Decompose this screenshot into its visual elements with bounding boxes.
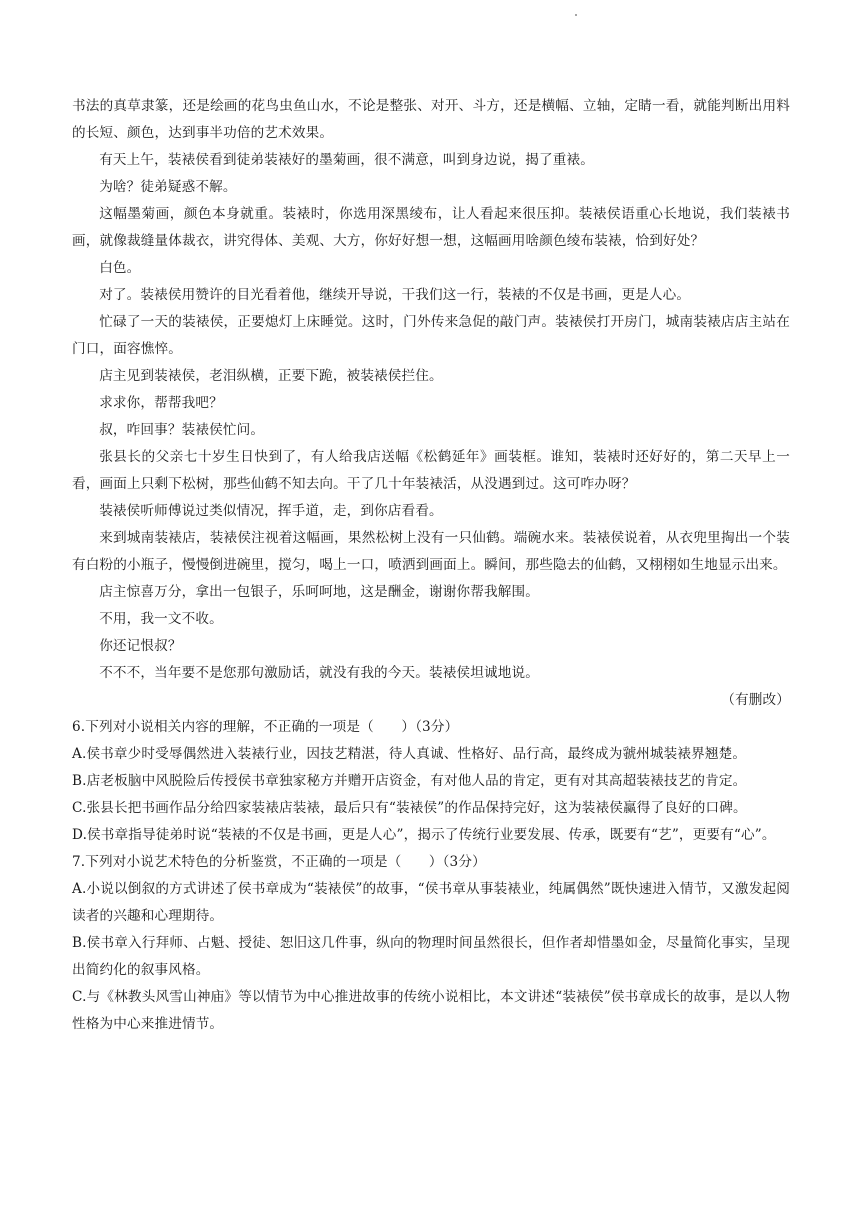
question-7-option-b: B.侯书章入行拜师、占魁、授徒、恕旧这几件事，纵向的物理时间虽然很长，但作者却惜墨如金，尽量简化事实，呈现出简约化的叙事风格。 — [72, 935, 790, 978]
document-body — [72, 93, 790, 1038]
story-paragraph: 求求你，帮帮我吧？ — [99, 395, 223, 411]
story-paragraph: 来到城南装裱店，装裱侯注视着这幅画，果然松树上没有一只仙鹤。端碗水来。装裱侯说着，从衣兜里掏出一个装有白粉的小瓶子，慢慢倒进碗里，搅匀，喝上一口，喷洒到画面上。瞬间，那些隐去的仙鹤，又栩栩如生地显示出来。 — [72, 530, 790, 573]
story-paragraph: 书法的真草隶篆，还是绘画的花鸟虫鱼山水，不论是整张、对开、斗方，还是横幅、立轴，定睛一看，就能判断出用料的长短、颜色，达到事半功倍的艺术效果。 — [72, 98, 790, 141]
question-7-stem: 7.下列对小说艺术特色的分析鉴赏，不正确的一项是（ ）（3分） — [72, 854, 486, 870]
story-paragraph: 不用，我一文不收。 — [99, 611, 223, 627]
story-paragraph: 有天上午，装裱侯看到徒弟装裱好的墨菊画，很不满意，叫到身边说，揭了重裱。 — [99, 152, 594, 168]
story-paragraph: 张县长的父亲七十岁生日快到了，有人给我店送幅《松鹤延年》画装框。谁知，装裱时还好好的，第二天早上一看，画面上只剩下松树，那些仙鹤不知去向。干了几十年装裱活，从没遇到过。这可咋办呀？ — [72, 449, 790, 492]
question-6-stem: 6.下列对小说相关内容的理解，不正确的一项是（ ）（3分） — [72, 719, 459, 735]
story-paragraph: 为啥？徒弟疑惑不解。 — [99, 179, 237, 195]
story-paragraph: 装裱侯听师傅说过类似情况，挥手道，走，到你店看看。 — [99, 503, 443, 519]
story-paragraph: 这幅墨菊画，颜色本身就重。装裱时，你选用深黑绫布，让人看起来很压抑。装裱侯语重心长地说，我们装裱书画，就像裁缝量体裁衣，讲究得体、美观、大方，你好好想一想，这幅画用啥颜色绫布装裱，恰到好处？ — [72, 206, 790, 249]
story-paragraph: 店主见到装裱侯，老泪纵横，正要下跪，被装裱侯拦住。 — [99, 368, 443, 384]
story-paragraph: 白色。 — [99, 260, 141, 276]
story-paragraph: 对了。装裱侯用赞许的目光看着他，继续开导说，干我们这一行，装裱的不仅是书画，更是人心。 — [99, 287, 691, 303]
page-dot — [575, 14, 577, 16]
story-paragraph: 你还记恨叔？ — [99, 638, 182, 654]
question-7-option-c: C.与《林教头风雪山神庙》等以情节为中心推进故事的传统小说相比，本文讲述“装裱侯”侯书章成长的故事，是以人物性格为中心来推进情节。 — [72, 989, 790, 1032]
question-6-option-b: B.店老板脑中风脱险后传授侯书章独家秘方并赠开店资金，有对他人品的肯定，更有对其高超装裱技艺的肯定。 — [72, 773, 747, 789]
story-paragraph: 不不不，当年要不是您那句激励话，就没有我的今天。装裱侯坦诚地说。 — [99, 665, 539, 681]
story-paragraph: 店主惊喜万分，拿出一包银子，乐呵呵地，这是酬金，谢谢你帮我解围。 — [99, 584, 539, 600]
source-note: （有删改） — [721, 692, 790, 708]
question-6-option-d: D.侯书章指导徒弟时说“装裱的不仅是书画，更是人心”，揭示了传统行业要发展、传承，既要有“艺”，更要有“心”。 — [72, 827, 776, 843]
question-7-option-a: A.小说以倒叙的方式讲述了侯书章成为“装裱侯”的故事，“侯书章从事装裱业，纯属偶然”既快速进入情节，又激发起阅读者的兴趣和心理期待。 — [72, 881, 790, 924]
question-6-option-c: C.张县长把书画作品分给四家装裱店装裱，最后只有“装裱侯”的作品保持完好，这为装裱侯赢得了良好的口碑。 — [72, 800, 747, 816]
story-paragraph: 叔，咋回事？装裱侯忙问。 — [99, 422, 265, 438]
story-paragraph: 忙碌了一天的装裱侯，正要熄灯上床睡觉。这时，门外传来急促的敲门声。装裱侯打开房门，城南装裱店店主站在门口，面容憔悴。 — [72, 314, 790, 357]
question-6-option-a: A.侯书章少时受辱偶然进入装裱行业，因技艺精湛，待人真诚、性格好、品行高，最终成为虢州城装裱界翘楚。 — [72, 746, 747, 762]
